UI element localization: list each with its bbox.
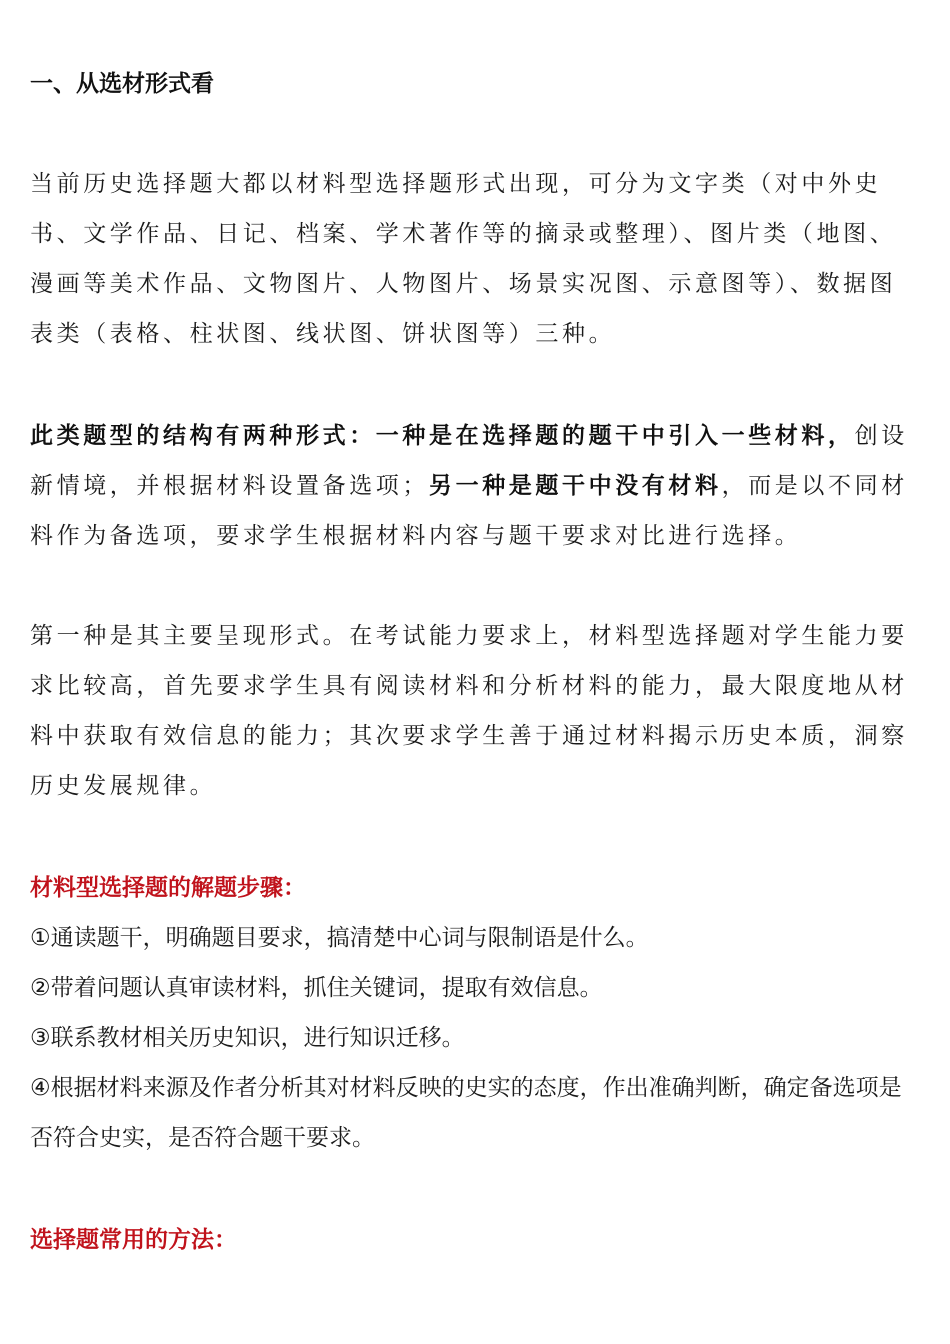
list-item: ②带着问题认真审读材料，抓住关键词，提取有效信息。 bbox=[30, 975, 603, 1001]
list-item: ④根据材料来源及作者分析其对材料反映的史实的态度，作出准确判断，确定备选项是否符合史实，是否符合题干要求。 bbox=[30, 1075, 902, 1151]
intro-paragraph: 当前历史选择题大都以材料型选择题形式出现，可分为文字类（对中外史书、文学作品、日记、档案、学术著作等的摘录或整理）、图片类（地图、漫画等美术作品、文物图片、人物图片、场景实况图、示意图等）、数据图表类（表格、柱状图、线状图、饼状图等）三种。 bbox=[30, 171, 897, 347]
structure-text-2: ，而是以不同材料作为备选项，要求学生根据材料内容与题干要求对比进行选择。 bbox=[30, 473, 908, 549]
structure-text-1: 创设新情境，并根据材料设置备选项； bbox=[30, 423, 908, 499]
section-heading-selection-form: 一、从选材形式看 bbox=[30, 71, 214, 97]
section-heading-solving-steps: 材料型选择题的解题步骤： bbox=[30, 875, 306, 901]
structure-paragraph bbox=[30, 411, 920, 561]
structure-bold-text-1: 此类题型的结构有两种形式：一种是在选择题的题干中引入一些材料， bbox=[30, 423, 855, 449]
solving-steps-list bbox=[30, 913, 920, 1163]
first-type-paragraph: 第一种是其主要呈现形式。在考试能力要求上，材料型选择题对学生能力要求比较高，首先要求学生具有阅读材料和分析材料的能力，最大限度地从材料中获取有效信息的能力；其次要求学生善于通过材料揭示历史本质，洞察历史发展规律。 bbox=[30, 623, 908, 799]
list-item: ①通读题干，明确题目要求，搞清楚中心词与限制语是什么。 bbox=[30, 925, 649, 951]
structure-bold-text-2: 另一种是题干中没有材料 bbox=[429, 473, 722, 499]
section-heading-common-methods: 选择题常用的方法： bbox=[30, 1227, 237, 1253]
list-item: ③联系教材相关历史知识，进行知识迁移。 bbox=[30, 1025, 465, 1051]
